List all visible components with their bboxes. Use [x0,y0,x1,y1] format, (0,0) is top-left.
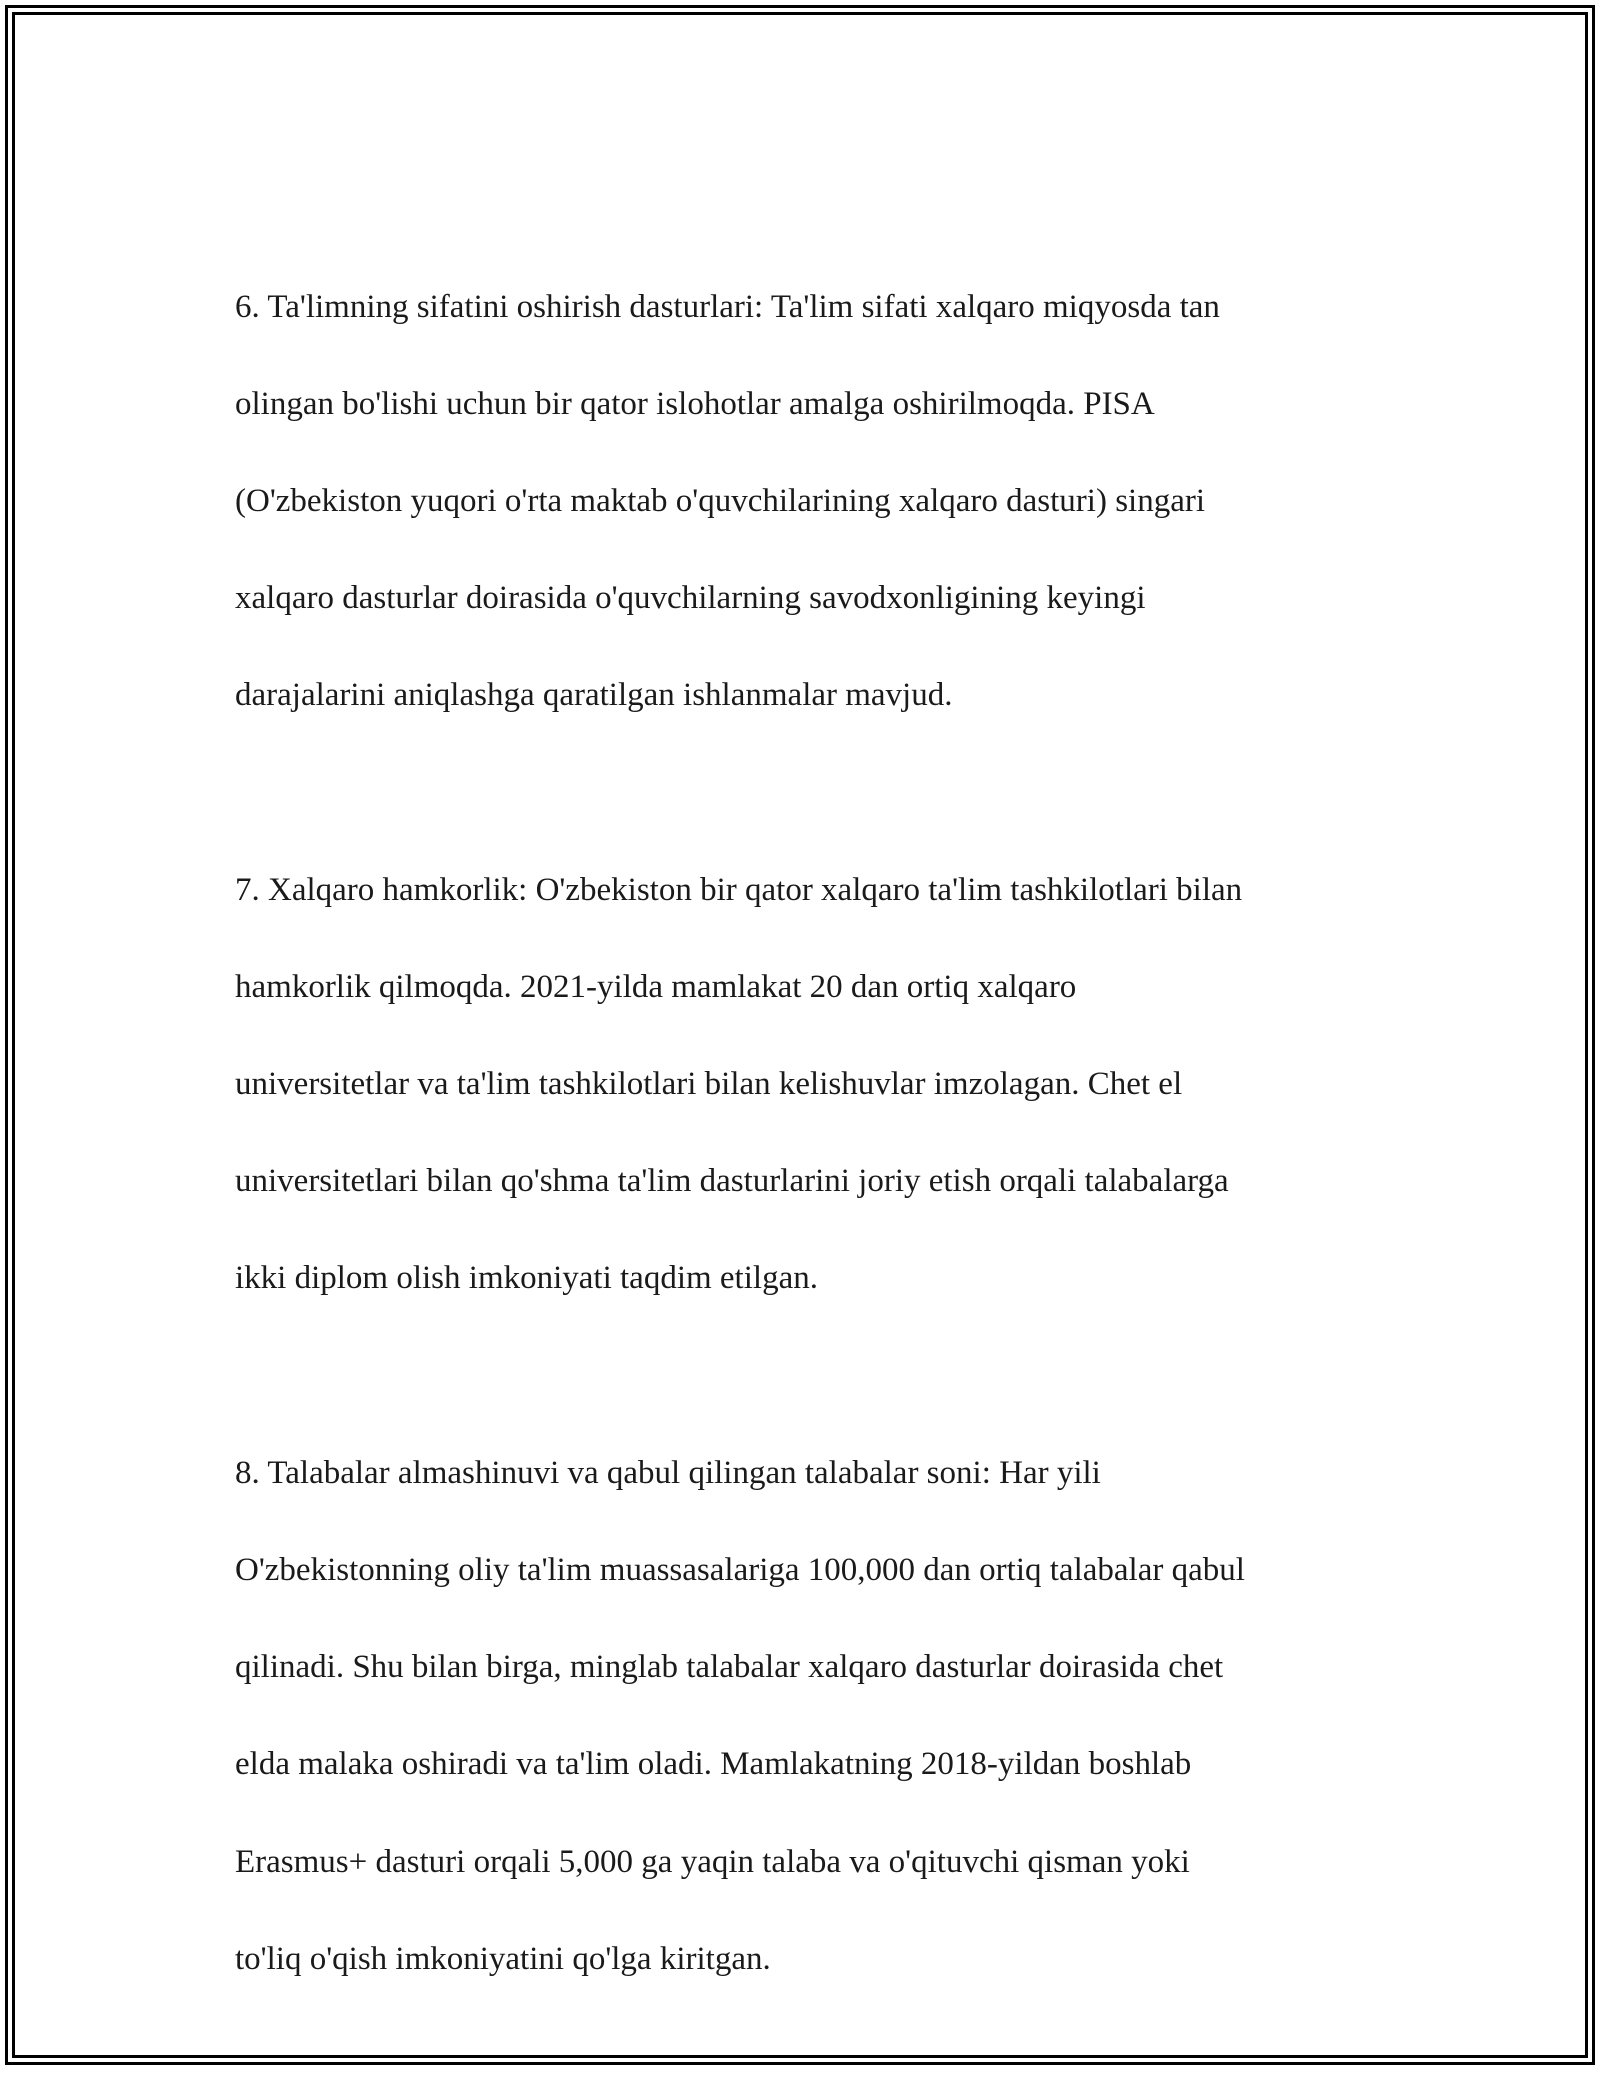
text-line: 7. Xalqaro hamkorlik: O'zbekiston bir qator xalqaro ta'lim tashkilotlari bilan [235,871,1243,908]
paragraph-7-international-cooperation [235,817,1375,1352]
text-line: xalqaro dasturlar doirasida o'quvchilarning savodxonligining keyingi [235,580,1146,617]
text-line: O'zbekistonning oliy ta'lim muassasalariga 100,000 dan ortiq talabalar qabul [235,1552,1245,1589]
text-line: qilinadi. Shu bilan birga, minglab talabalar xalqaro dasturlar doirasida chet [235,1649,1224,1686]
text-line: olingan bo'lishi uchun bir qator islohotlar amalga oshirilmoqda. PISA [235,385,1155,422]
text-line: 8. Talabalar almashinuvi va qabul qilingan talabalar soni: Har yili [235,1454,1101,1491]
text-line: universitetlari bilan qo'shma ta'lim dasturlarini joriy etish orqali talabalarga [235,1163,1229,1200]
text-line: Erasmus+ dasturi orqali 5,000 ga yaqin talaba va o'qituvchi qisman yoki [235,1843,1190,1880]
text-line: hamkorlik qilmoqda. 2021-yilda mamlakat 20 dan ortiq xalqaro [235,968,1077,1005]
text-line: darajalarini aniqlashga qaratilgan ishlanmalar mavjud. [235,677,953,714]
text-line: elda malaka oshiradi va ta'lim oladi. Mamlakatning 2018-yildan boshlab [235,1746,1192,1783]
text-line: universitetlar va ta'lim tashkilotlari bilan kelishuvlar imzolagan. Chet el [235,1066,1183,1103]
text-line: (O'zbekiston yuqori o'rta maktab o'quvchilarining xalqaro dasturi) singari [235,482,1206,519]
text-line: ikki diplom olish imkoniyati taqdim etilgan. [235,1260,818,1297]
text-line: to'liq o'qish imkoniyatini qo'lga kiritgan. [235,1940,771,1977]
paragraph-6-quality-programs [235,234,1375,769]
text-line: 6. Ta'limning sifatini oshirish dasturlari: Ta'lim sifati xalqaro miqyosda tan [235,288,1220,325]
paragraph-8-student-exchange [235,1400,1375,2032]
document-body [235,234,1375,2081]
